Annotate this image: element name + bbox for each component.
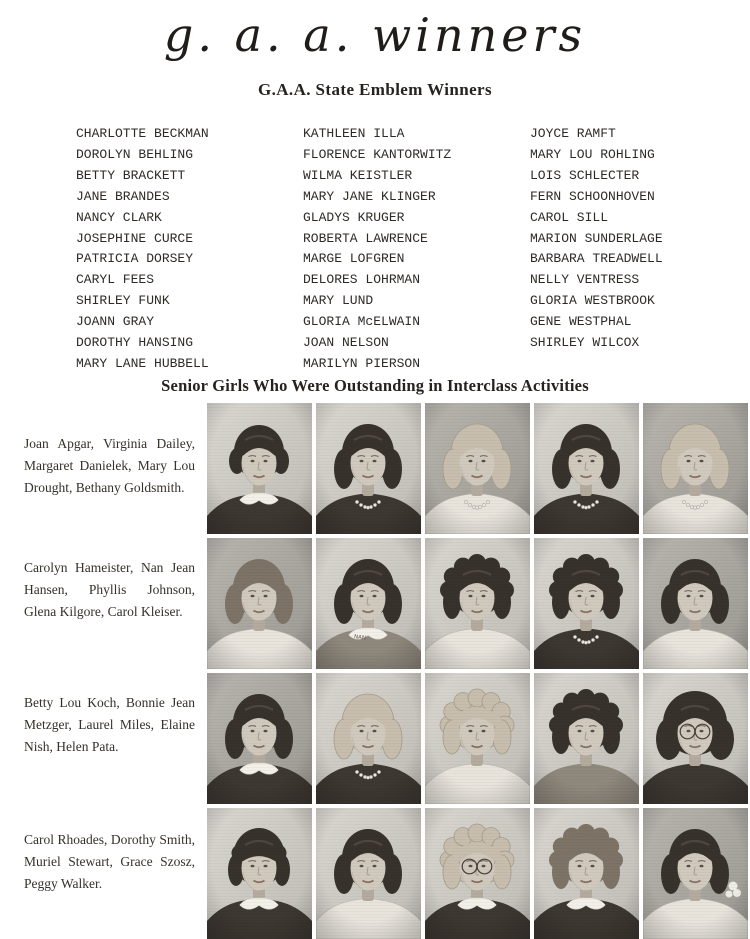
winners-column-3: [530, 124, 663, 354]
winner-name: PATRICIA DORSEY: [76, 251, 194, 267]
winner-name: FERN SCHOONHOVEN: [530, 188, 655, 204]
portrait-photo-r1c3: [425, 403, 530, 534]
winner-name: MARY LOU ROHLING: [530, 146, 655, 162]
portrait-photo-r2c2: [316, 538, 421, 669]
winner-name: MARGE LOFGREN: [303, 251, 405, 267]
winner-name: JOYCE RAMFT: [530, 126, 616, 141]
winner-name: BARBARA TREADWELL: [530, 251, 663, 267]
winner-name: SHIRLEY WILCOX: [530, 335, 640, 351]
portrait-photo-r3c4: [534, 673, 639, 804]
winner-name: DOROLYN BEHLING: [76, 146, 194, 162]
winner-name: KATHLEEN ILLA: [303, 126, 405, 141]
portrait-photo-r3c1: [207, 673, 312, 804]
portrait-photo-r4c3: [425, 808, 530, 939]
group-caption-3: Betty Lou Koch, Bonnie Jean Metzger, Laurel Miles, Elaine Nish, Helen Pata.: [24, 695, 195, 754]
portrait-photo-r3c3: [425, 673, 530, 804]
portrait-photo-r2c4: [534, 538, 639, 669]
portrait-photo-r2c1: [207, 538, 312, 669]
winner-name: CARYL FEES: [76, 272, 155, 288]
winner-name: FLORENCE KANTORWITZ: [303, 146, 452, 162]
winner-name: WILMA KEISTLER: [303, 167, 413, 183]
group-caption-2: Carolyn Hameister, Nan Jean Hansen, Phyllis Johnson, Glena Kilgore, Carol Kleiser.: [24, 560, 195, 619]
winner-name: MARILYN PIERSON: [303, 355, 421, 371]
portrait-photo-r2c3: [425, 538, 530, 669]
winner-name: JOANN GRAY: [76, 314, 155, 330]
winners-column-2: [303, 124, 451, 375]
winner-name: BETTY BRACKETT: [76, 167, 186, 183]
winners-column-1: [76, 124, 209, 375]
winner-name: MARY JANE KLINGER: [303, 188, 436, 204]
winner-name: GLORIA McELWAIN: [303, 314, 421, 330]
winner-name: DOROTHY HANSING: [76, 335, 194, 351]
winner-name: DELORES LOHRMAN: [303, 272, 421, 288]
winner-name: JANE BRANDES: [76, 188, 170, 204]
winner-name: GLADYS KRUGER: [303, 209, 405, 225]
winner-name: JOAN NELSON: [303, 335, 389, 351]
winner-name: GLORIA WESTBROOK: [530, 293, 655, 309]
portrait-photo-r1c2: [316, 403, 421, 534]
winner-name: JOSEPHINE CURCE: [76, 230, 194, 246]
section-heading: Senior Girls Who Were Outstanding in Interclass Activities: [161, 376, 589, 395]
winner-name: NANCY CLARK: [76, 209, 162, 225]
winner-name: MARION SUNDERLAGE: [530, 230, 663, 246]
photo-grid: [207, 403, 748, 939]
portrait-photo-r1c1: [207, 403, 312, 534]
winner-name: GENE WESTPHAL: [530, 314, 632, 330]
group-caption-1: Joan Apgar, Virginia Dailey, Margaret Danielek, Mary Lou Drought, Bethany Goldsmith.: [24, 436, 195, 495]
portrait-photo-r1c5: [643, 403, 748, 534]
portrait-photo-r4c1: [207, 808, 312, 939]
winner-name: CHARLOTTE BECKMAN: [76, 126, 209, 141]
portrait-photo-r3c5: [643, 673, 748, 804]
portrait-photo-r3c2: [316, 673, 421, 804]
winner-name: MARY LUND: [303, 293, 374, 309]
page-subtitle: G.A.A. State Emblem Winners: [257, 80, 492, 99]
winner-name: NELLY VENTRESS: [530, 272, 640, 288]
winner-name: LOIS SCHLECTER: [530, 167, 640, 183]
group-caption-4: Carol Rhoades, Dorothy Smith, Muriel Stewart, Grace Szosz, Peggy Walker.: [24, 832, 195, 891]
winner-name: MARY LANE HUBBELL: [76, 355, 209, 371]
portrait-photo-r1c4: [534, 403, 639, 534]
portrait-photo-r4c5: [643, 808, 748, 939]
winner-name: SHIRLEY FUNK: [76, 293, 170, 309]
portrait-photo-r4c4: [534, 808, 639, 939]
page-title: g. a. a. winners: [163, 8, 587, 62]
portrait-photo-r2c5: [643, 538, 748, 669]
portrait-photo-r4c2: [316, 808, 421, 939]
winner-name: ROBERTA LAWRENCE: [303, 230, 428, 246]
winner-name: CAROL SILL: [530, 209, 609, 225]
